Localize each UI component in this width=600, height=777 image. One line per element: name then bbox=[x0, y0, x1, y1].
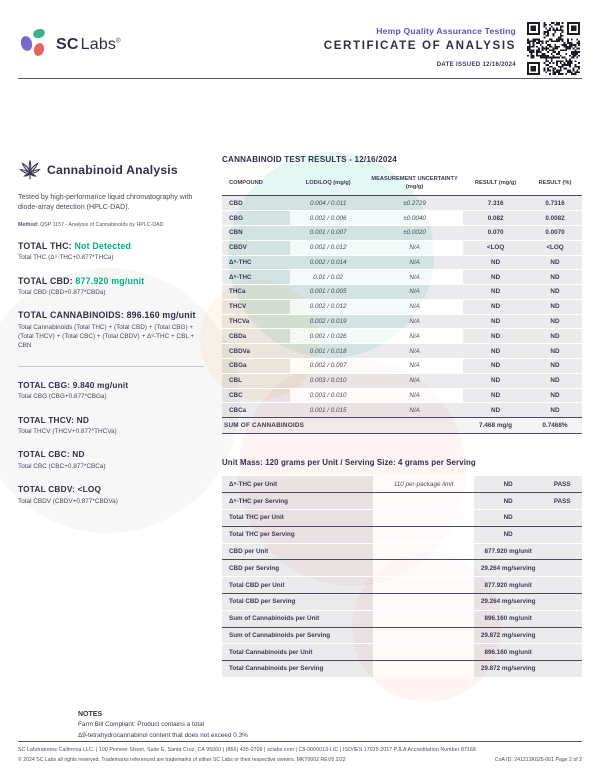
cell-label: Total THC per Serving bbox=[222, 526, 373, 543]
col-uncertainty: MEASUREMENT UNCERTAINTY (mg/g) bbox=[366, 173, 463, 196]
coa-id: CoA ID: 241213K025-001 Page 2 of 2 bbox=[494, 757, 582, 763]
totals-bottom-group bbox=[18, 380, 204, 506]
result-row bbox=[222, 240, 582, 255]
header bbox=[0, 0, 600, 75]
total-block bbox=[18, 276, 204, 298]
cell-result-mg: ND bbox=[463, 285, 528, 300]
cell-result-pct: ND bbox=[528, 373, 582, 388]
unit-mass-row bbox=[222, 543, 582, 560]
cell-lod-loq: 0.001 / 0.018 bbox=[290, 344, 366, 359]
cell-lod-loq: 0.002 / 0.007 bbox=[290, 358, 366, 373]
cell-value: ND bbox=[474, 493, 542, 510]
cell-lod-loq: 0.002 / 0.012 bbox=[290, 240, 366, 255]
col-result-pct: RESULT (%) bbox=[528, 173, 582, 196]
cell-result-pct: <LOQ bbox=[528, 240, 582, 255]
cell-note bbox=[373, 560, 474, 577]
cell-lod-loq: 0.002 / 0.012 bbox=[290, 299, 366, 314]
col-compound: COMPOUND bbox=[222, 173, 290, 196]
cell-result-pct: ND bbox=[528, 403, 582, 418]
cell-result-mg: ND bbox=[463, 344, 528, 359]
cell-label: Δ⁹-THC per Serving bbox=[222, 493, 373, 510]
total-block bbox=[18, 241, 204, 263]
cell-note bbox=[373, 493, 474, 510]
result-row bbox=[222, 344, 582, 359]
total-heading bbox=[18, 241, 204, 251]
result-row bbox=[222, 314, 582, 329]
result-row bbox=[222, 388, 582, 403]
cell-value: ND bbox=[474, 476, 542, 493]
logo-sc: SC bbox=[56, 36, 79, 53]
cell-result-mg: ND bbox=[463, 314, 528, 329]
cell-uncertainty: N/A bbox=[366, 314, 463, 329]
cell-status bbox=[542, 627, 582, 644]
copyright-line: © 2024 SC Labs all rights reserved. Trademarks referenced are trademarks of either SC Labs or their respective owners. MKT0002 REV9 2/22 bbox=[18, 757, 346, 763]
result-row bbox=[222, 211, 582, 226]
cell-result-pct: ND bbox=[528, 329, 582, 344]
page-title: CERTIFICATE OF ANALYSIS bbox=[323, 39, 516, 52]
result-row bbox=[222, 373, 582, 388]
unit-mass-row bbox=[222, 644, 582, 661]
unit-mass-row bbox=[222, 610, 582, 627]
cell-result-mg: ND bbox=[463, 388, 528, 403]
method-reference bbox=[18, 222, 204, 228]
cell-result-pct: ND bbox=[528, 344, 582, 359]
cell-result-mg: 0.082 bbox=[463, 211, 528, 226]
cell-result-pct: 0.0082 bbox=[528, 211, 582, 226]
cell-note bbox=[373, 661, 474, 677]
cell-value: ND bbox=[474, 510, 542, 527]
cell-uncertainty: N/A bbox=[366, 403, 463, 418]
cell-result-pct: ND bbox=[528, 255, 582, 270]
totals-top-group bbox=[18, 241, 204, 351]
cell-status bbox=[542, 577, 582, 594]
cell-lod-loq: 0.001 / 0.026 bbox=[290, 329, 366, 344]
sum-label: SUM OF CANNABINOIDS bbox=[222, 418, 463, 434]
total-value: 9.840 mg/unit bbox=[72, 379, 129, 390]
cell-result-pct: ND bbox=[528, 285, 582, 300]
total-block bbox=[18, 484, 204, 506]
cell-result-mg: ND bbox=[463, 299, 528, 314]
result-row bbox=[222, 196, 582, 211]
cell-result-pct: ND bbox=[528, 314, 582, 329]
cell-compound: Δ⁹-THC bbox=[222, 270, 290, 285]
col-result-mg: RESULT (mg/g) bbox=[463, 173, 528, 196]
cell-result-mg: 0.070 bbox=[463, 225, 528, 240]
cell-lod-loq: 0.001 / 0.007 bbox=[290, 225, 366, 240]
cell-note bbox=[373, 526, 474, 543]
cell-label: CBD per Unit bbox=[222, 543, 373, 560]
registered-mark: ® bbox=[116, 38, 121, 45]
logo-wordmark bbox=[56, 36, 121, 54]
lab-address-line: SC Laboratories California LLC. | 100 Pioneer Street, Suite E, Santa Cruz, CA 95060 | (866) 435-0709 | sclabs.com | C8-0000013-LIC | ISO/IES 17025:2017 PJLA Accreditation Number 87168 bbox=[18, 747, 476, 753]
unit-mass-title: Unit Mass: 120 grams per Unit / Serving Size: 4 grams per Serving bbox=[222, 458, 476, 468]
total-formula: Total THCV (THCV+0.877*THCVa) bbox=[18, 428, 117, 436]
unit-mass-row bbox=[222, 526, 582, 543]
sum-mg: 7.468 mg/g bbox=[463, 418, 528, 434]
cell-compound: CBC bbox=[222, 388, 290, 403]
total-label: TOTAL CBDV: bbox=[18, 484, 78, 495]
unit-mass-row bbox=[222, 593, 582, 610]
cell-value: 896.160 mg/unit bbox=[474, 610, 542, 627]
cell-note bbox=[373, 610, 474, 627]
cell-status bbox=[542, 543, 582, 560]
cell-status bbox=[542, 661, 582, 677]
cell-uncertainty: N/A bbox=[366, 344, 463, 359]
total-label: TOTAL CBD: bbox=[18, 275, 76, 286]
total-heading bbox=[18, 276, 204, 286]
results-column bbox=[214, 155, 582, 677]
total-formula: Total CBC (CBC+0.877*CBCa) bbox=[18, 462, 106, 470]
result-row bbox=[222, 255, 582, 270]
cell-lod-loq: 0.002 / 0.006 bbox=[290, 211, 366, 226]
unit-mass-row bbox=[222, 577, 582, 594]
cell-lod-loq: 0.01 / 0.02 bbox=[290, 270, 366, 285]
unit-mass-row bbox=[222, 627, 582, 644]
logo-dot-purple bbox=[19, 35, 33, 52]
cell-result-mg: ND bbox=[463, 403, 528, 418]
total-formula: Total THC (Δ⁹-THC+0.877*THCa) bbox=[18, 254, 114, 262]
total-label: TOTAL CBC: bbox=[18, 449, 73, 460]
cell-compound: THCVa bbox=[222, 314, 290, 329]
footer-divider bbox=[18, 741, 582, 742]
cell-uncertainty: ±0.2729 bbox=[366, 196, 463, 211]
unit-mass-table bbox=[222, 475, 582, 676]
result-row bbox=[222, 225, 582, 240]
result-row bbox=[222, 285, 582, 300]
main bbox=[0, 137, 600, 677]
notes-title: NOTES bbox=[78, 710, 103, 718]
cell-compound: THCV bbox=[222, 299, 290, 314]
total-heading bbox=[18, 415, 204, 425]
cell-value: 877.920 mg/unit bbox=[474, 543, 542, 560]
cell-uncertainty: N/A bbox=[366, 285, 463, 300]
total-label: TOTAL CBG: bbox=[18, 379, 73, 390]
program-name: Hemp Quality Assurance Testing bbox=[376, 26, 516, 36]
cell-label: Δ⁹-THC per Unit bbox=[222, 476, 373, 493]
cell-value: 29.872 mg/serving bbox=[474, 627, 542, 644]
cell-status bbox=[542, 644, 582, 661]
total-formula: Total Cannabinoids (Total THC) + (Total CBD) + (Total CBG) + (Total THCV) + (Total CBC) + (Total CBDV) + Δ⁸-THC + CBL + CBN bbox=[18, 323, 195, 350]
total-heading bbox=[18, 380, 204, 390]
footer bbox=[18, 741, 582, 763]
cell-uncertainty: N/A bbox=[366, 270, 463, 285]
unit-mass-row bbox=[222, 510, 582, 527]
cell-result-pct: ND bbox=[528, 299, 582, 314]
result-row bbox=[222, 358, 582, 373]
cell-result-mg: <LOQ bbox=[463, 240, 528, 255]
cell-lod-loq: 0.002 / 0.019 bbox=[290, 314, 366, 329]
cell-lod-loq: 0.001 / 0.015 bbox=[290, 403, 366, 418]
cell-lod-loq: 0.004 / 0.011 bbox=[290, 196, 366, 211]
qr-code bbox=[527, 22, 580, 75]
total-label: TOTAL THC: bbox=[18, 240, 75, 251]
cell-result-mg: ND bbox=[463, 358, 528, 373]
notes-section bbox=[78, 711, 600, 741]
total-block bbox=[18, 415, 204, 437]
cell-note bbox=[373, 510, 474, 527]
method-text: QSP 1157 - Analysis of Cannabinoids by HPLC-DAD bbox=[38, 221, 164, 228]
sclabs-logo-icon bbox=[20, 28, 50, 62]
logo-dot-red bbox=[32, 42, 45, 57]
method-description: Tested by high-performance liquid chromatography with diode-array detection (HPLC-DAD). bbox=[18, 193, 193, 211]
cell-uncertainty: N/A bbox=[366, 373, 463, 388]
cell-result-pct: ND bbox=[528, 358, 582, 373]
cell-compound: CBG bbox=[222, 211, 290, 226]
cannabinoid-results-table bbox=[222, 173, 582, 434]
summary-divider bbox=[18, 366, 204, 367]
cell-result-mg: ND bbox=[463, 255, 528, 270]
cell-label: Sum of Cannabinoids per Serving bbox=[222, 627, 373, 644]
cell-compound: CBDV bbox=[222, 240, 290, 255]
header-divider bbox=[18, 78, 582, 79]
cell-note bbox=[373, 644, 474, 661]
cell-lod-loq: 0.001 / 0.005 bbox=[290, 285, 366, 300]
total-heading bbox=[18, 484, 204, 494]
cell-result-mg: ND bbox=[463, 270, 528, 285]
cell-uncertainty: ±0.0040 bbox=[366, 211, 463, 226]
total-formula: Total CBG (CBG+0.877*CBGa) bbox=[18, 393, 107, 401]
sum-pct: 0.7468% bbox=[528, 418, 582, 434]
col-lod-loq: LOD/LOQ (mg/g) bbox=[290, 173, 366, 196]
result-row bbox=[222, 299, 582, 314]
cell-uncertainty: N/A bbox=[366, 329, 463, 344]
cell-compound: CBL bbox=[222, 373, 290, 388]
results-table-body bbox=[222, 196, 582, 418]
cell-compound: CBDVa bbox=[222, 344, 290, 359]
total-heading bbox=[18, 449, 204, 459]
cell-status: PASS bbox=[542, 493, 582, 510]
date-issued: DATE ISSUED 12/16/2024 bbox=[436, 61, 516, 68]
result-row bbox=[222, 329, 582, 344]
cell-status bbox=[542, 610, 582, 627]
results-table-header bbox=[222, 173, 582, 196]
total-label: TOTAL CANNABINOIDS: bbox=[18, 310, 127, 321]
cell-value: 29.872 mg/serving bbox=[474, 661, 542, 677]
unit-mass-row bbox=[222, 476, 582, 493]
cell-uncertainty: N/A bbox=[366, 299, 463, 314]
summary-column bbox=[18, 155, 214, 677]
total-value: 896.160 mg/unit bbox=[126, 310, 196, 321]
cell-note: 110 per-package limit bbox=[373, 476, 474, 493]
total-value: Not Detected bbox=[74, 240, 132, 251]
cell-compound: CBD bbox=[222, 196, 290, 211]
cell-result-pct: 0.0070 bbox=[528, 225, 582, 240]
cell-result-mg: ND bbox=[463, 329, 528, 344]
notes-line-2: Δ9-tetrahydrocannabinol content that does not exceed 0.3% bbox=[78, 732, 248, 740]
cell-status bbox=[542, 593, 582, 610]
cell-result-pct: ND bbox=[528, 388, 582, 403]
cell-lod-loq: 0.003 / 0.010 bbox=[290, 373, 366, 388]
total-value: ND bbox=[72, 449, 85, 460]
cell-value: ND bbox=[474, 526, 542, 543]
cell-status bbox=[542, 510, 582, 527]
cell-compound: THCa bbox=[222, 285, 290, 300]
cell-label: Total CBD per Serving bbox=[222, 593, 373, 610]
result-row bbox=[222, 270, 582, 285]
cell-lod-loq: 0.002 / 0.014 bbox=[290, 255, 366, 270]
total-value: <LOQ bbox=[77, 484, 102, 495]
cell-compound: CBCa bbox=[222, 403, 290, 418]
total-formula: Total CBDV (CBDV+0.877*CBDVa) bbox=[18, 497, 118, 505]
total-value: ND bbox=[76, 414, 90, 425]
cell-compound: CBGa bbox=[222, 358, 290, 373]
cell-label: Sum of Cannabinoids per Unit bbox=[222, 610, 373, 627]
cell-result-mg: ND bbox=[463, 373, 528, 388]
unit-mass-row bbox=[222, 661, 582, 677]
cell-compound: CBN bbox=[222, 225, 290, 240]
cell-uncertainty: N/A bbox=[366, 388, 463, 403]
cell-note bbox=[373, 593, 474, 610]
total-formula: Total CBD (CBD+0.877*CBDa) bbox=[18, 289, 106, 297]
total-block bbox=[18, 310, 204, 350]
cell-uncertainty: N/A bbox=[366, 255, 463, 270]
cell-label: Total Cannabinoids per Unit bbox=[222, 644, 373, 661]
sclabs-logo bbox=[20, 28, 121, 62]
sum-row bbox=[222, 418, 582, 434]
notes-line-1: Farm Bill Compliant: Product contains a total bbox=[78, 720, 205, 728]
cell-uncertainty: N/A bbox=[366, 358, 463, 373]
cell-status bbox=[542, 526, 582, 543]
cell-compound: CBDa bbox=[222, 329, 290, 344]
cannabis-leaf-icon bbox=[18, 157, 42, 183]
unit-mass-table-body bbox=[222, 476, 582, 677]
cell-status bbox=[542, 560, 582, 577]
total-label: TOTAL THCV: bbox=[18, 414, 77, 425]
logo-dot-green bbox=[32, 27, 46, 39]
unit-mass-row bbox=[222, 560, 582, 577]
cell-label: Total THC per Unit bbox=[222, 510, 373, 527]
cell-lod-loq: 0.003 / 0.010 bbox=[290, 388, 366, 403]
cell-status: PASS bbox=[542, 476, 582, 493]
result-row bbox=[222, 403, 582, 418]
cell-label: CBD per Serving bbox=[222, 560, 373, 577]
cell-note bbox=[373, 627, 474, 644]
section-title: Cannabinoid Analysis bbox=[47, 163, 178, 177]
cell-result-mg: 7.316 bbox=[463, 196, 528, 211]
cell-label: Total Cannabinoids per Serving bbox=[222, 661, 373, 677]
total-value: 877.920 mg/unit bbox=[75, 275, 145, 286]
logo-labs: Labs bbox=[80, 36, 117, 53]
results-title: CANNABINOID TEST RESULTS - 12/16/2024 bbox=[222, 155, 398, 164]
header-title-block bbox=[324, 26, 516, 68]
cell-uncertainty: ±0.0020 bbox=[366, 225, 463, 240]
cell-note bbox=[373, 577, 474, 594]
total-block bbox=[18, 449, 204, 471]
cell-value: 896.160 mg/unit bbox=[474, 644, 542, 661]
total-block bbox=[18, 380, 204, 402]
method-label: Method: bbox=[18, 221, 39, 228]
section-header bbox=[18, 157, 204, 183]
cell-value: 877.920 mg/unit bbox=[474, 577, 542, 594]
cell-note bbox=[373, 543, 474, 560]
total-heading bbox=[18, 310, 204, 320]
cell-result-pct: 0.7316 bbox=[528, 196, 582, 211]
cell-value: 29.264 mg/serving bbox=[474, 593, 542, 610]
cell-label: Total CBD per Unit bbox=[222, 577, 373, 594]
cell-compound: Δ⁸-THC bbox=[222, 255, 290, 270]
cell-uncertainty: N/A bbox=[366, 240, 463, 255]
cell-result-pct: ND bbox=[528, 270, 582, 285]
cell-value: 29.264 mg/serving bbox=[474, 560, 542, 577]
unit-mass-row bbox=[222, 493, 582, 510]
